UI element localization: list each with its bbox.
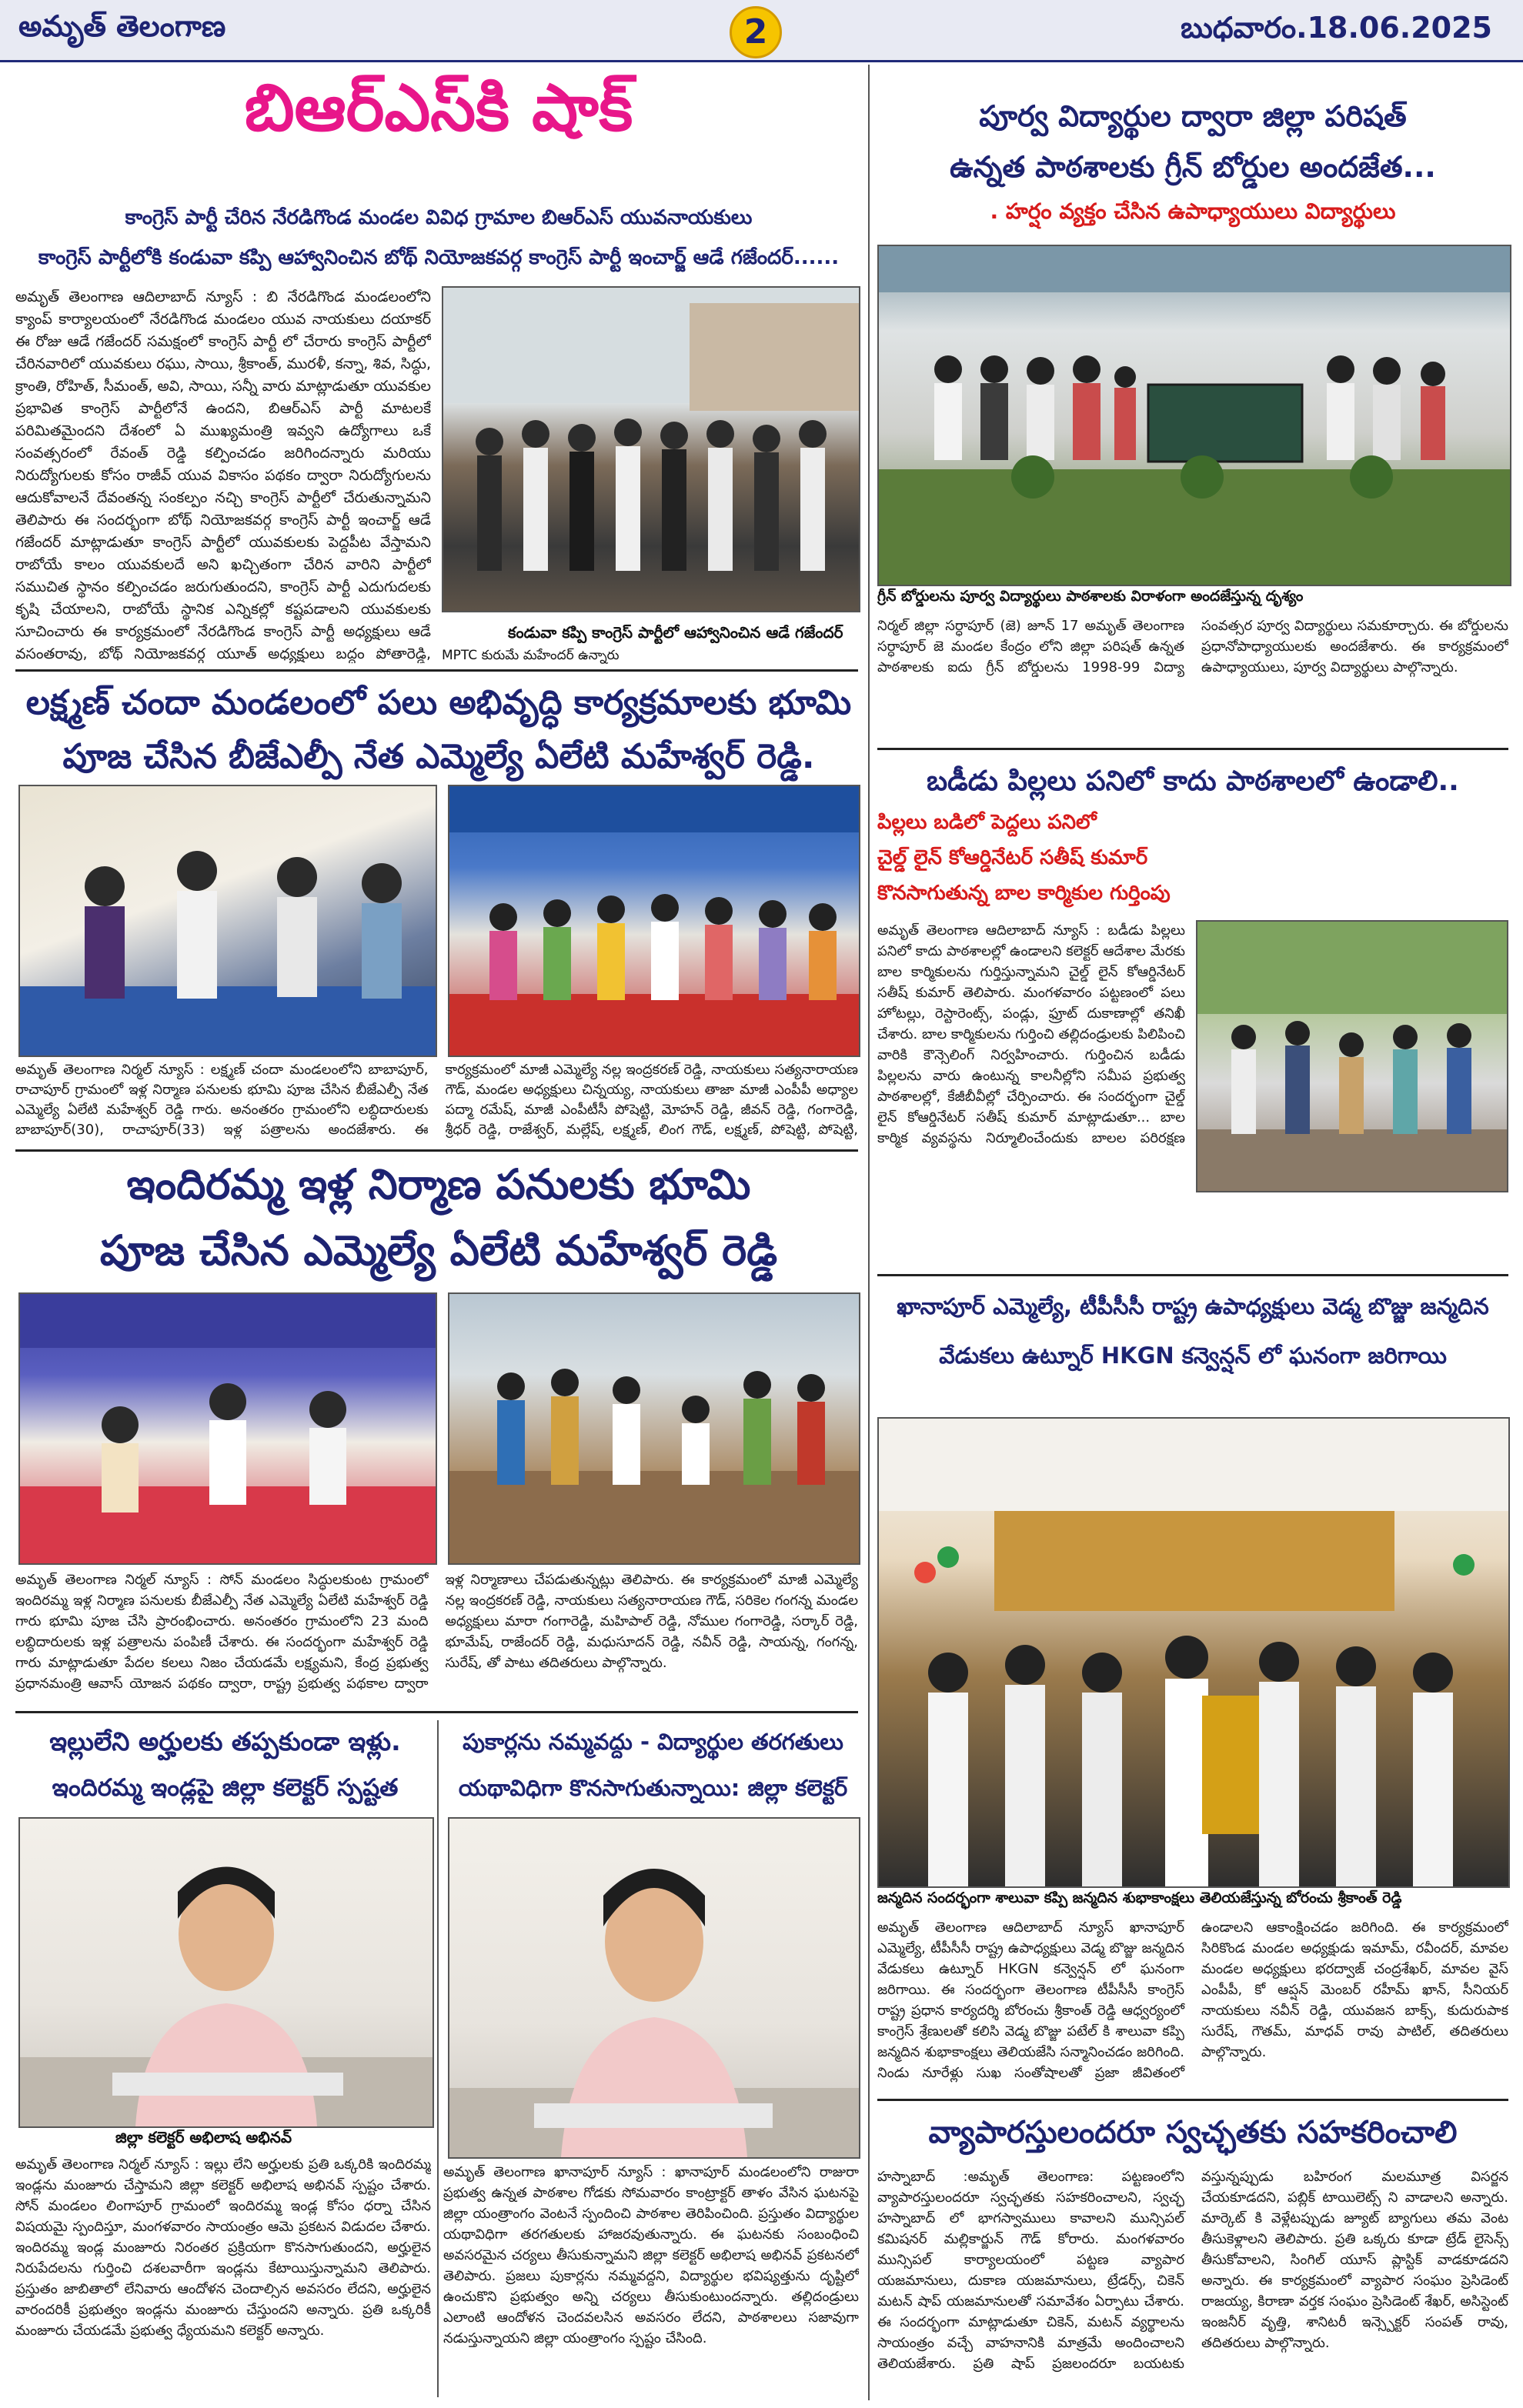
divider: [437, 1720, 439, 2397]
divider: [877, 748, 1508, 750]
brs-photo-caption: కండువా కప్పి కాంగ్రెస్ పార్టీలో ఆహ్వానించిన ఆడే గజేందర్: [508, 623, 843, 642]
column-divider: [868, 65, 870, 2400]
brs-photo-illustration: [443, 288, 859, 611]
green-boards-article-body: నిర్మల్ జిల్లా సర్ధాపూర్ (జె) జూన్ 17 అమృత్ తెలంగాణ సర్ధాపూర్ జె మండల కేంద్రం లోని జిల్లా పరిషత్ ఉన్నత పాఠశాలకు ఐదు గ్రీన్ బోర్డులను 1998-99 విద్యా సంవత్సర పూర్వ విద్యార్థులు సమకూర్చారు. ఈ బోర్డులను ప్రధానోపాధ్యాయులకు అందజేశారు. ఈ కార్యక్రమంలో ఉపాధ్యాయులు, పూర్వ విద్యార్థులు పాల్గొన్నారు.: [877, 618, 1508, 675]
indiramma-headline-2: పూజ చేసిన ఎమ్మెల్యే ఏలేటి మహేశ్వర్ రెడ్డి: [99, 1226, 778, 1275]
indiramma-photo-2-illustration: [449, 1294, 859, 1563]
masthead: [0, 0, 1523, 62]
indiramma-photo-1-illustration: [20, 1294, 436, 1563]
rumours-headline-1: పుకార్లను నమ్మవద్దు - విద్యార్థుల తరగతులు: [463, 1729, 843, 1755]
lakshman-photo-2: [448, 785, 860, 1057]
lakshman-photo-1: [18, 785, 437, 1057]
lakshman-photo-2-illustration: [449, 786, 859, 1056]
green-boards-subheadline: . హర్షం వ్యక్తం చేసిన ఉపాధ్యాయులు విద్యార్థులు: [990, 198, 1396, 224]
issue-date: బుధవారం.18.06.2025: [1181, 11, 1492, 45]
divider: [15, 669, 858, 672]
child-labour-subheadline-2: చైల్డ్ లైన్ కోఆర్డినేటర్ సతీష్ కుమార్: [877, 846, 1148, 869]
brs-article-body: అమృత్ తెలంగాణ ఆదిలాబాద్ న్యూస్ : బి నేరడిగొండ మండలంలోని క్యాంప్ కార్యాలయంలో నేరడిగొండ మండలం యువ నాయకులు దయాకర్ ఈ రోజు ఆడే గజేందర్ సమక్షంలో కాంగ్రెస్ పార్టీ లో చేరారు కాంగ్రెస్ పార్టీలో చేరినవారిలో యువకులు రఘు, సాయి, శ్రీకాంత్, మురళీ, కన్నా, శివ, సిద్ధు, క్రాంతి, రోహిత్, సీమంత్, అవి, సాయి, సన్నీ వారు మాట్లాడుతూ యువకుల ప్రభావిత కాంగ్రెస్ పార్టీలోనే ఉందని, బిఆర్ఎస్ పార్టీ మాటలకే పరిమితమైందని దేశంలో ఏ ముఖ్యమంత్రి ఇవ్వని ఉద్యోగాలు ఒకే సంవత్సరంలో రేవంత్ రెడ్డి కల్పించడం జరిగిందన్నారు మరియు నిరుద్యోగులకు కోసం రాజీవ్ యువ వికాసం పథకం ద్వారా నిరుద్యోగులను ఆదుకోవాలనే దేవంతన్న సంకల్పం నచ్చి కాంగ్రెస్ పార్టీలో చేరుతున్నామని తెలిపారు ఈ సందర్భంగా బోథ్ నియోజకవర్గ కాంగ్రెస్ పార్టీ ఇంచార్జ్ ఆడే గజేందర్ మాట్లాడుతూ కాంగ్రెస్ పార్టీలో యువకులకు పెద్దపీట వేస్తామని రాబోయే కాలం యువకులదే అని ఖచ్చితంగా చేరిన వారిని పార్టీలో సముచిత స్థానం కల్పించడం జరుగుతుందని, కాంగ్రెస్ పార్టీ ఎదుగుదలకు కృషి చేయాలని, రాబోయే స్థానిక ఎన్నికల్లో కష్టపడాలని యువకులకు సూచించారు ఈ కార్యక్రమంలో నేరడిగొండ కాంగ్రెస్ పార్టీ అధ్యక్షులు ఆడే వసంతరావు, బోథ్ నియోజకవర్గ యూత్ అధ్యక్షులు బద్దం పోతారెడ్డి,: [15, 288, 431, 662]
newspaper-name: అమృత్ తెలంగాణ: [18, 9, 226, 43]
indiramma-article-body: అమృత్ తెలంగాణ నిర్మల్ న్యూస్ : సోన్ మండలం సిద్ధులకుంట గ్రామంలో ఇందిరమ్మ ఇళ్ల నిర్మాణ పనులకు బీజేఎల్పీ నేత ఎమ్మెల్యే ఏలేటి మహేశ్వర్ రెడ్డి గారు భూమి పూజ చేసి ప్రారంభించారు. అనంతరం గ్రామంలోని 23 మంది లబ్ధిదారులకు ఇళ్ల పత్రాలను పంపిణీ చేశారు. ఈ సందర్భంగా మహేశ్వర్ రెడ్డి గారు మాట్లాడుతూ పేదల కలలు నిజం చేయడమే లక్ష్యమని, కేంద్ర ప్రభుత్వ ప్రధానమంత్రి ఆవాస్ యోజన పథకం ద్వారా, రాష్ట్ర ప్రభుత్వ పథకాల ద్వారా ఇళ్ల నిర్మాణాలు చేపడుతున్నట్లు తెలిపారు. ఈ కార్యక్రమంలో మాజీ ఎమ్మెల్యే నల్ల ఇంద్రకరణ్ రెడ్డి, నాయకులు సత్యనారాయణ గౌడ్, సరికెల గంగన్న మండల అధ్యక్షులు మారా గంగారెడ్డి, మహిపాల్ రెడ్డి, నోముల గంగారెడ్డి, సర్కార్ రెడ్డి, భూమేష్, రాజేందర్ రెడ్డి, మధుసూదన్ రెడ్డి, నవీన్ రెడ్డి, సాయన్న, గంగన్న, సురేష్, తో పాటు తదితరులు పాల్గొన్నారు.: [15, 1572, 858, 1692]
brs-subheadline-2: కాంగ్రెస్ పార్టీలోకి కండువా కప్పి ఆహ్వానించిన బోథ్ నియోజకవర్గ కాంగ్రెస్ పార్టీ ఇంచార్జ్ ఆడే గజేందర్......: [38, 246, 840, 269]
lakshman-article-body: అమృత్ తెలంగాణ నిర్మల్ న్యూస్ : లక్ష్మణ్ చందా మండలంలోని బాబాపూర్, రాచాపూర్ గ్రామంలో ఇళ్ల నిర్మాణ పనులకు భూమి పూజ చేసిన బీజేఎల్పీ నేత ఎమ్మెల్యే ఏలేటి మహేశ్వర్ రెడ్డి గారు. అనంతరం గ్రామంలోని లబ్ధిదారులకు బాబాపూర్(30), రాచాపూర్(33) ఇళ్ల పత్రాలను అందజేశారు. ఈ కార్యక్రమంలో మాజీ ఎమ్మెల్యే నల్ల ఇంద్రకరణ్ రెడ్డి, నాయకులు సత్యనారాయణ గౌడ్, మండల అధ్యక్షులు చిన్నయ్య, నాయకులు తాజా మాజీ ఎంపీపీ అధ్యాల పద్మా రమేష్, మాజీ ఎంపీటీసీ పోషెట్టి, మోహన్ రెడ్డి, జీవన్ రెడ్డి, గంగారెడ్డి, శ్రీధర్ రెడ్డి, రాజేశ్వర్, మల్లేష్, లక్ష్మణ్, లింగ గౌడ్, లక్ష్మణ్, పోషెట్టి, పోషెట్టి,: [15, 1062, 858, 1138]
brs-headline: బిఆర్ఎస్‌కి షాక్: [244, 70, 633, 145]
indiramma-headline-1: ఇందిరమ్మ ఇళ్ల నిర్మాణ పనులకు భూమి: [126, 1160, 751, 1209]
divider: [877, 2099, 1508, 2101]
page-number-badge: 2: [730, 6, 782, 58]
vedma-photo-caption: జన్మదిన సందర్భంగా శాలువా కప్పి జన్మదిన శుభాకాంక్షలు తెలియజేస్తున్న బోరంచు శ్రీకాంత్ రెడ్డి: [877, 1889, 1402, 1906]
merchants-headline: వ్యాపారస్తులందరూ స్వచ్ఛతకు సహకరించాలి: [928, 2115, 1458, 2150]
indiramma-photo-2: [448, 1292, 860, 1565]
indiramma-photo-1: [18, 1292, 437, 1565]
green-boards-headline-2: ఉన్నత పాఠశాలకు గ్రీన్ బోర్డుల అందజేత...: [950, 150, 1436, 184]
child-labour-photo-illustration: [1197, 922, 1507, 1191]
vedma-headline-2: వేడుకలు ఉట్నూర్ HKGN కన్వెన్షన్ లో ఘనంగా జరిగాయి: [939, 1342, 1447, 1369]
collector-photo-1-illustration: [20, 1819, 433, 2126]
collector-photo-2-illustration: [449, 1819, 859, 2157]
houses-headline-2: ఇందిరమ్మ ఇండ్లపై జిల్లా కలెక్టర్ స్పష్టత: [52, 1774, 399, 1802]
child-labour-subheadline-3: కొనసాగుతున్న బాల కార్మికుల గుర్తింపు: [877, 882, 1171, 905]
brs-subheadline-1: కాంగ్రెస్ పార్టీ చేరిన నేరడిగొండ మండల వివిధ గ్రామాల బిఆర్ఎస్ యువనాయకులు: [125, 206, 753, 229]
collector-photo-1: [18, 1817, 434, 2128]
green-boards-photo-caption: గ్రీన్ బోర్డులను పూర్వ విద్యార్థులు పాఠశాలకు విరాళంగా అందజేస్తున్న దృశ్యం: [877, 588, 1304, 605]
collector-photo-2: [448, 1817, 860, 2159]
brs-photo-credit: MPTC కురుమే మహేందర్ ఉన్నారు: [442, 648, 620, 663]
lakshman-photo-1-illustration: [20, 786, 436, 1056]
brs-joining-photo: [442, 286, 860, 612]
child-labour-headline: బడీడు పిల్లలు పనిలో కాదు పాఠశాలలో ఉండాలి..: [927, 765, 1459, 797]
collector-photo-caption: జిల్లా కలెక్టర్ అభిలాష అభినవ్: [115, 2128, 292, 2146]
divider: [15, 1711, 858, 1713]
lakshman-headline-2: పూజ చేసిన బీజేఎల్పీ నేత ఎమ్మెల్యే ఏలేటి మహేశ్వర్ రెడ్డి.: [62, 737, 815, 776]
child-labour-article-body: అమృత్ తెలంగాణ ఆదిలాబాద్ న్యూస్ : బడీడు పిల్లలు పనిలో కాదు పాఠశాలల్లో ఉండాలని కలెక్టర్ ఆదేశాల మేరకు బాల కార్మికులను గుర్తిస్తున్నామని చైల్డ్ లైన్ కోఆర్డినేటర్ సతీష్ కుమార్ తెలిపారు. మంగళవారం పట్టణంలో పలు హోటల్లు, రెస్టారెంట్స్, పండ్లు, ఫ్రూట్ దుకాణాల్లో తనిఖీ చేశారు. బాల కార్మికులను గుర్తించి తల్లిదండ్రులకు పిలిపించి వారికి కౌన్సెలింగ్ నిర్వహించారు. గుర్తించిన బడీడు పిల్లలను వారు ఉంటున్న కాలనీల్లోని సమీప ప్రభుత్వ పాఠశాలల్లో, కేజీబీవీల్లో చేర్పించారు. ఈ సందర్భంగా చైల్డ్ లైన్ కోఆర్డినేటర్ సతీష్ కుమార్ మాట్లాడుతూ... బాల కార్మిక వ్యవస్థను నిర్మూలించేందుకు బాలల పరిరక్షణ: [877, 922, 1185, 1146]
green-boards-headline-1: పూర్వ విద్యార్థుల ద్వారా జిల్లా పరిషత్: [979, 99, 1407, 133]
houses-article-body: అమృత్ తెలంగాణ నిర్మల్ న్యూస్ : ఇల్లు లేని అర్హులకు ప్రతి ఒక్కరికి ఇందిరమ్మ ఇండ్లను మంజూరు చేస్తామని జిల్లా కలెక్టర్ అభిలాష అభినవ్ స్పష్టం చేశారు. సోన్ మండలం లింగాపూర్ గ్రామంలో ఇందిరమ్మ ఇండ్ల కోసం ధర్నా చేసిన విషయమై స్పందిస్తూ, మంగళవారం సాయంత్రం ఆమె ప్రకటన విడుదల చేశారు. ఇందిరమ్మ ఇండ్ల మంజూరు నిరంతర ప్రక్రియగా కొనసాగుతుందని, అర్హులైన నిరుపేదలను గుర్తించి దశలవారీగా ఇండ్లను కేటాయిస్తున్నామని తెలిపారు. ప్రస్తుతం జాబితాలో లేనివారు ఆందోళన చెందాల్సిన అవసరం లేదని, అర్హులైన వారందరికీ ప్రభుత్వం ఇండ్లను మంజూరు చేస్తుందని అన్నారు. ప్రతి ఒక్కరికీ మంజూరు చేయడమే ప్రభుత్వ ధ్యేయమని కలెక్టర్ అన్నారు.: [15, 2156, 431, 2339]
vedma-headline-1: ఖానాపూర్ ఎమ్మెల్యే, టీపీసీసీ రాష్ట్ర ఉపాధ్యక్షులు వెడ్మ బొజ్జు జన్మదిన: [897, 1293, 1489, 1319]
vedma-photo-illustration: [879, 1419, 1508, 1886]
divider: [15, 1149, 858, 1152]
lakshman-headline-1: లక్ష్మణ్ చందా మండలంలో పలు అభివృద్ధి కార్యక్రమాలకు భూమి: [25, 683, 852, 722]
divider: [877, 1274, 1508, 1276]
child-labour-subheadline-1: పిల్లలు బడిలో పెద్దలు పనిలో: [877, 811, 1097, 834]
merchants-article-body: హస్నాబాద్ :అమృత్ తెలంగాణ: పట్టణంలోని వ్యాపారస్తులందరూ స్వచ్ఛతకు సహకరించాలని, స్వచ్ఛ హస్నాబాద్ లో భాగస్వాములు కావాలని మున్సిపల్ కమిషనర్ మల్లికార్జున్ గౌడ్ కోరారు. మంగళవారం మున్సిపల్ కార్యాలయంలో పట్టణ వ్యాపార యజమానులు, దుకాణ యజమానులు, ట్రేడర్స్, చికెన్ మటన్ షాప్ యజమానులతో సమావేశం ఏర్పాటు చేశారు. ఈ సందర్భంగా మాట్లాడుతూ చికెన్, మటన్ వ్యర్థాలను సాయంత్రం వచ్చే వాహనానికి మాత్రమే అందించాలని తెలియజేశారు. ప్రతి షాప్ ప్రజలందరూ బయటకు వస్తున్నప్పుడు బహిరంగ మలమూత్ర విసర్జన చేయకూడదని, పబ్లిక్ టాయిలెట్స్ ని వాడాలని అన్నారు. మార్కెట్ కి వెళ్లేటప్పుడు జ్యూట్ బ్యాగులు తమ వెంట తీసుకెళ్లాలని తెలిపారు. ప్రతి ఒక్కరు కూడా ట్రేడ్ లైసెన్స్ తీసుకోవాలని, సింగిల్ యూస్ ప్లాస్టిక్ వాడకూడదని అన్నారు. ఈ కార్యక్రమంలో వ్యాపార సంఘం ప్రెసిడెంట్ రాజయ్య, కిరాణా వర్తక సంఘం ప్రెసిడెంట్ శేఖర్, అసిస్టెంట్ ఇంజనీర్ వృత్తి, శానిటరీ ఇన్స్పెక్టర్ సంపత్ రావు, తదితరులు పాల్గొన్నారు.: [877, 2169, 1508, 2372]
rumours-article-body: అమృత్ తెలంగాణ ఖానాపూర్ న్యూస్ : ఖానాపూర్ మండలంలోని రాజురా ప్రభుత్వ ఉన్నత పాఠశాల గోడకు సోమవారం కాంట్రాక్టర్ తాళం వేసిన ఘటనపై జిల్లా యంత్రాంగం వెంటనే స్పందించి పాఠశాల తెరిపించింది. ప్రస్తుతం విద్యార్థుల యథావిధిగా తరగతులకు హాజరవుతున్నారు. ఈ ఘటనకు సంబంధించి అవసరమైన చర్యలు తీసుకున్నామని జిల్లా కలెక్టర్ అభిలాష అభినవ్ ప్రకటనలో తెలిపారు. ప్రజలు పుకార్లను నమ్మవద్దని, విద్యార్థుల భవిష్యత్తును దృష్టిలో ఉంచుకొని ప్రభుత్వం అన్ని చర్యలు తీసుకుంటుందన్నారు. తల్లిదండ్రులు ఎలాంటి ఆందోళన చెందవలసిన అవసరం లేదని, పాఠశాలలు సజావుగా నడుస్తున్నాయని జిల్లా యంత్రాంగం స్పష్టం చేసింది.: [443, 2164, 859, 2346]
vedma-article-body: అమృత్ తెలంగాణ ఆదిలాబాద్ న్యూస్ ఖానాపూర్ ఎమ్మెల్యే, టీపీసీసీ రాష్ట్ర ఉపాధ్యక్షులు వెడ్మ బొజ్జు జన్మదిన వేడుకలు ఉట్నూర్ HKGN కన్వెన్షన్ లో ఘనంగా జరిగాయి. ఈ సందర్భంగా తెలంగాణ టీపీసీసీ కాంగ్రెస్ రాష్ట్ర ప్రధాన కార్యదర్శి బోరంచు శ్రీకాంత్ రెడ్డి ఆధ్వర్యంలో కాంగ్రెస్ శ్రేణులతో కలిసి వెడ్మ బొజ్జు పటేల్ కి శాలువా కప్పి జన్మదిన శుభాకాంక్షలు తెలియజేసి సన్మానించడం జరిగింది. నిండు నూరేళ్లు సుఖ సంతోషాలతో ప్రజా జీవితంలో ఉండాలని ఆకాంక్షించడం జరిగింది. ఈ కార్యక్రమంలో సిరికొండ మండల అధ్యక్షుడు ఇమామ్, రవీందర్, మావల మండల అధ్యక్షులు భరద్వాజ్ చంద్రశేఖర్, మావల వైస్ ఎంపీపీ, కో ఆప్షన్ మెంబర్ రహీమ్ ఖాన్, సీనియర్ నాయకులు నవీన్ రెడ్డి, యువజన బాక్స్, కుదురుపాక సురేష్, గౌతమ్, మాధవ్ రావు పాటిల్, తదితరులు పాల్గొన్నారు.: [877, 1919, 1508, 2081]
child-labour-photo: [1196, 920, 1508, 1192]
houses-headline-1: ఇల్లులేని అర్హులకు తప్పకుండా ఇళ్లు.: [49, 1726, 401, 1756]
rumours-headline-2: యథావిధిగా కొనసాగుతున్నాయి: జిల్లా కలెక్టర్: [458, 1775, 848, 1801]
vedma-birthday-photo: [877, 1417, 1510, 1888]
green-boards-photo-illustration: [879, 246, 1510, 585]
green-boards-photo: [877, 245, 1511, 586]
